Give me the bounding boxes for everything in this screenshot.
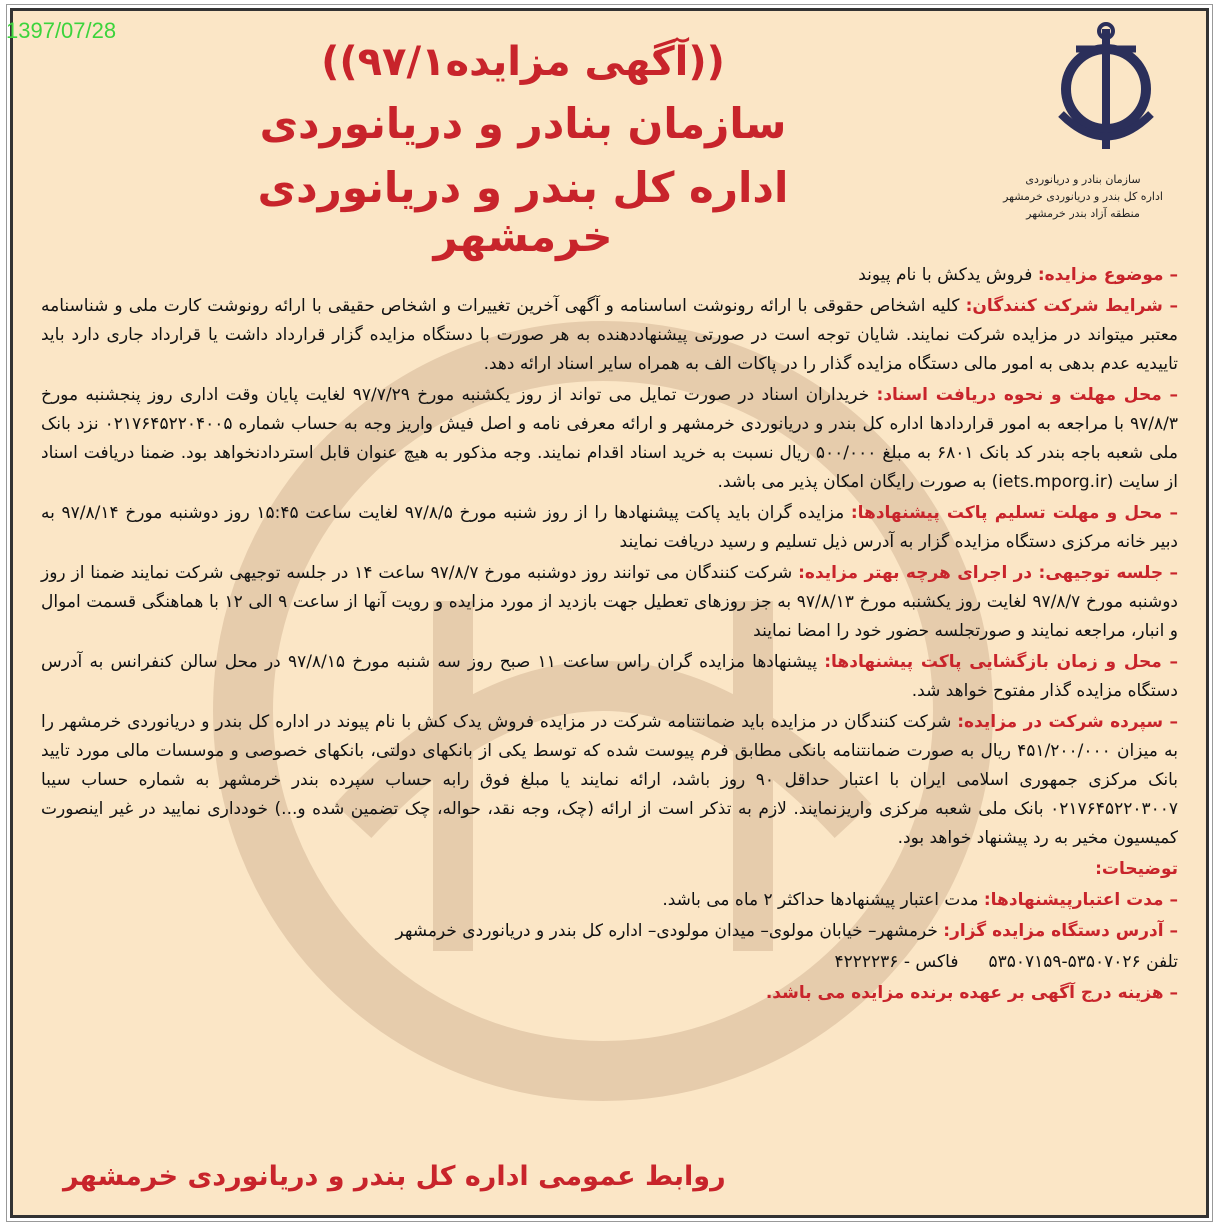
tender-title: ((آگهی مزایده۹۷/۱)) <box>321 39 725 85</box>
header <box>13 11 1206 261</box>
briefing-label: – جلسه توجیهی: در اجرای هرچه بهتر مزایده: <box>798 563 1179 583</box>
logo-caption-line: اداره کل بندر و دریانوردی خرمشهر <box>1003 190 1163 203</box>
conditions-text: کلیه اشخاص حقوقی با ارائه رونوشت اساسنامه و آگهی آخرین تغییرات و اشخاص حقیقی با ارائه رونوشت کارت ملی و شناسنامه معتبر میتواند در مزایده شرکت نمایند. شایان توجه است در صورتی پیشنهاددهنده به هر صورت با دستگاه مزایده گزار قرارداد داشت یا قرارداد جاری دارد باید تاییدیه عدم بدهی به امور مالی دستگاه مزایده گذار را در پاکات الف به همراه سایر اسناد ارائه دهد. <box>41 296 1178 374</box>
logo-caption-line: منطقه آزاد بندر خرمشهر <box>1026 207 1140 220</box>
logo-caption <box>988 171 1178 222</box>
directorate-name: اداره کل بندر و دریانوردی خرمشهر <box>257 163 789 261</box>
address-label: – آدرس دستگاه مزایده گزار: <box>943 921 1178 941</box>
advertisement-frame <box>10 8 1209 1218</box>
opening-text: پیشنهادها مزایده گران راس ساعت ۱۱ صبح روز سه شنبه مورخ ۹۷/۸/۱۵ در محل سالن کنفرانس به آدرس دستگاه مزایده گذار مفتوح خواهد شد. <box>41 652 1178 701</box>
submission-label: – محل و مهلت تسلیم پاکت پیشنهادها: <box>850 503 1178 523</box>
subject-text: فروش یدکش با نام پیوند <box>858 265 1038 285</box>
anchor-logo <box>1046 19 1166 159</box>
briefing-text: شرکت کنندگان می توانند روز دوشنبه مورخ ۹۷/۸/۷ ساعت ۱۴ در جلسه توجیهی شرکت نمایند ضمنا از روز دوشنبه مورخ ۹۷/۸/۷ لغایت روز یکشنبه مورخ ۹۷/۸/۱۳ به جز روزهای تعطیل جهت بازدید از مورد مزایده و رویت آنها از ساعت ۹ الی ۱۲ با هماهنگی قسمت اموال و انبار، مراجعه نمایند و صورتجلسه حضور خود را امضا نمایند <box>41 563 1179 641</box>
deposit-text: شرکت کنندگان در مزایده باید ضمانتنامه شرکت در مزایده فروش یدک کش با نام پیوند در اداره کل بندر و دریانوردی خرمشهر را به میزان ۴۵۱/۲۰۰/۰۰۰ ریال به صورت ضمانتنامه بانکی مطابق فرم پیوست شده که توسط یکی از بانکهای دولتی، بانکهای خصوصی و موسسات مالی مورد تایید بانک مرکزی جمهوری اسلامی ایران با اعتبار حداقل ۹۰ روز باشد، ارائه نمایند یا مبلغ فوق رابه حساب سپرده بندر خرمشهر به شماره حساب سیبا ۰۲۱۷۶۴۵۲۲۰۳۰۰۷ بانک ملی شعبه مرکزی واریزنمایند. لازم به تذکر است از ارائه (چک، وجه نقد، حواله، چک تضمین شده و...) خودداری نمایید در غیر اینصورت کمیسیون مخیر به رد پیشنهاد خواهد بود. <box>41 712 1178 848</box>
subject-label: – موضوع مزایده: <box>1037 265 1178 285</box>
opening-label: – محل و زمان بازگشایی پاکت پیشنهادها: <box>824 652 1178 672</box>
deposit-section <box>41 708 1178 853</box>
conditions-label: – شرایط شرکت کنندگان: <box>965 296 1178 316</box>
documents-label: – محل مهلت و نحوه دریافت اسناد: <box>876 385 1179 405</box>
validity-text: مدت اعتبار پیشنهادها حداکثر ۲ ماه می باشد. <box>662 890 984 910</box>
fax-text: فاکس - ۴۲۲۲۲۳۶ <box>834 952 959 972</box>
opening-section <box>41 648 1178 706</box>
address-text: خرمشهر– خیابان مولوی– میدان مولودی– اداره کل بندر و دریانوردی خرمشهر <box>395 921 944 941</box>
phone-text: تلفن ۵۳۵۰۷۰۲۶-۵۳۵۰۷۱۵۹ <box>988 952 1178 972</box>
validity-section <box>41 886 1178 915</box>
briefing-section <box>41 559 1178 646</box>
date-stamp: 1397/07/28 <box>6 18 117 43</box>
subject-section <box>41 261 1178 290</box>
documents-text: خریداران اسناد در صورت تمایل می تواند از روز یکشنبه مورخ ۹۷/۷/۲۹ لغایت پایان وقت اداری روز پنجشنبه مورخ ۹۷/۸/۳ با مراجعه به امور قراردادها اداره کل بندر و دریانوردی خرمشهر و ارائه معرفی نامه و اصل فیش واریز وجه به حساب شماره ۰۲۱۷۶۴۵۲۲۰۴۰۰۵ نزد بانک ملی شعبه باجه بندر کد بانک ۶۸۰۱ به مبلغ ۵۰۰/۰۰۰ ریال نسبت به خرید اسناد اقدام نمایند. وجه مذکور به هیچ عنوان قابل استردادنخواهد بود. ضمنا دریافت اسناد از سایت (iets.mporg.ir) به صورت رایگان امکان پذیر می باشد. <box>41 385 1179 492</box>
logo-caption-line: سازمان بنادر و دریانوردی <box>1025 173 1141 186</box>
conditions-section <box>41 292 1178 379</box>
address-section <box>41 917 1178 946</box>
submission-section <box>41 499 1178 557</box>
tender-body <box>41 261 1178 1010</box>
documents-section <box>41 381 1178 497</box>
notes-title: توضیحات: <box>1095 859 1178 879</box>
validity-label: – مدت اعتبارپیشنهادها: <box>983 890 1178 910</box>
cost-note: – هزینه درج آگهی بر عهده برنده مزایده می باشد. <box>765 983 1178 1003</box>
contact-line <box>41 948 1178 977</box>
deposit-label: – سپرده شرکت در مزایده: <box>957 712 1178 732</box>
submission-text: مزایده گران باید پاکت پیشنهادها را از روز شنبه مورخ ۹۷/۸/۵ لغایت ساعت ۱۵:۴۵ روز دوشنبه مورخ ۹۷/۸/۱۴ به دبیر خانه مرکزی دستگاه مزایده گزار به آدرس ذیل تسلیم و رسید دریافت نمایند <box>41 503 1178 552</box>
organization-name: سازمان بنادر و دریانوردی <box>259 99 787 148</box>
footer-signature: روابط عمومی اداره کل بندر و دریانوردی خرمشهر <box>63 1161 726 1192</box>
